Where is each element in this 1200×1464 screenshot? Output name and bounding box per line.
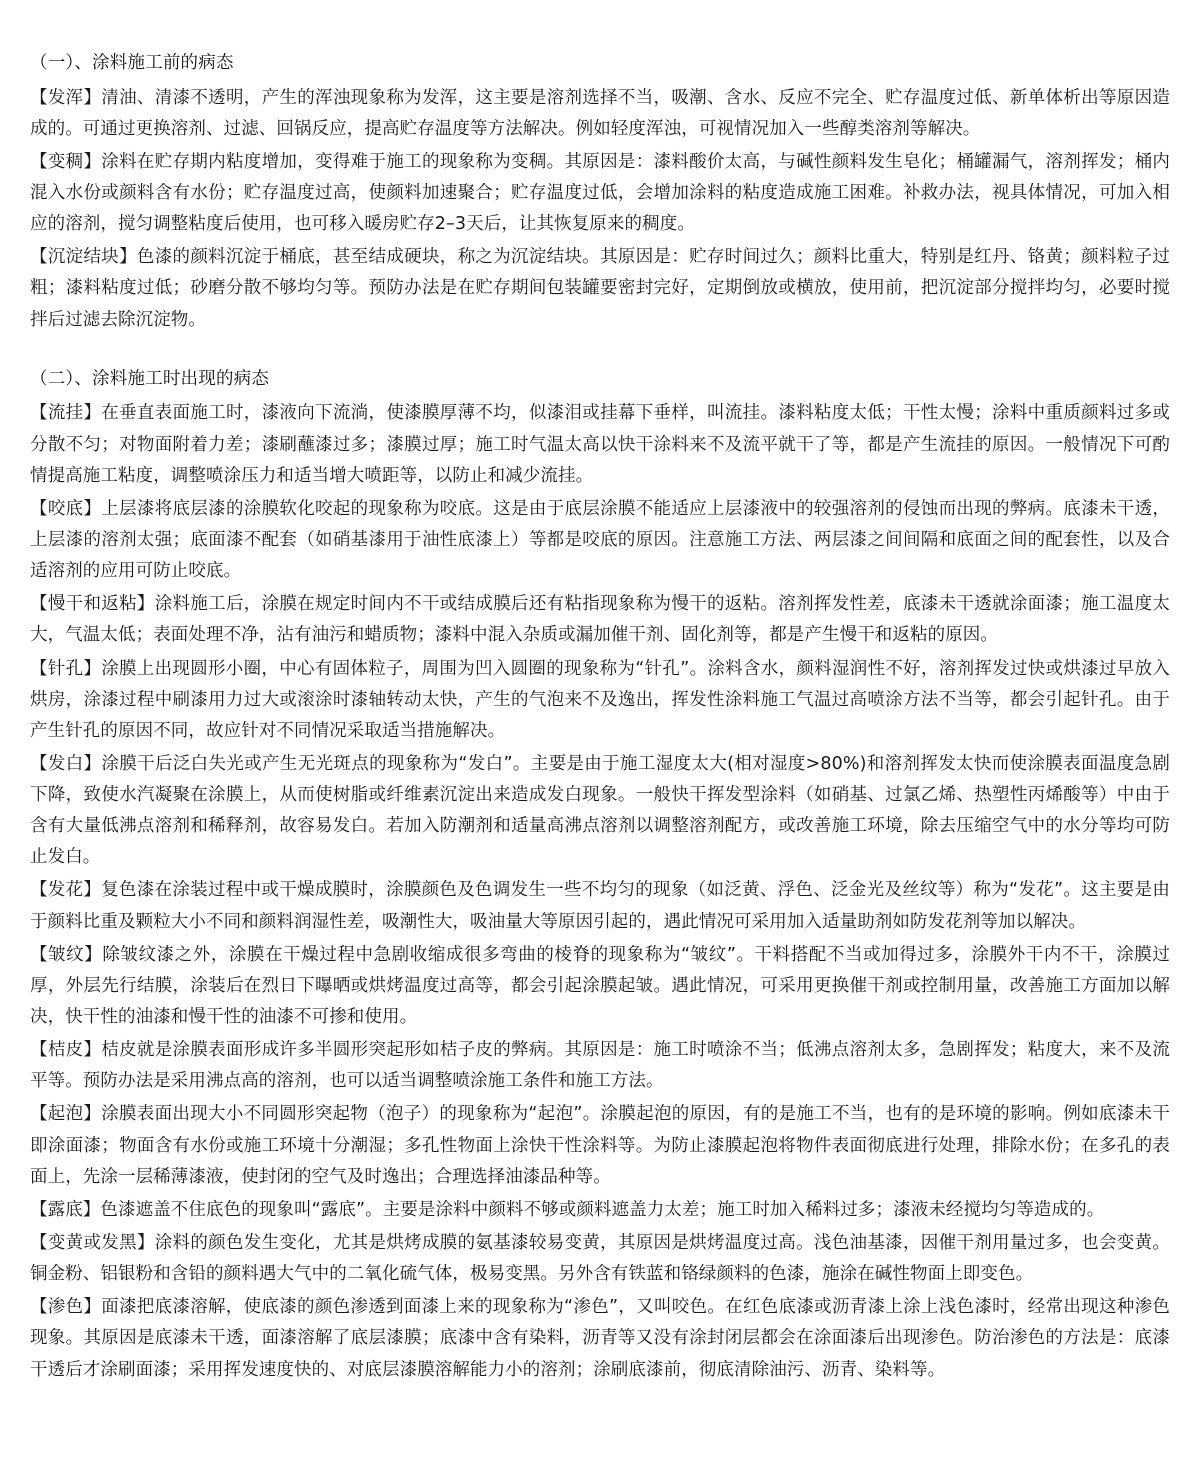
paragraph-zhouwen: 【皱纹】除皱纹漆之外，涂膜在干燥过程中急剧收缩成很多弯曲的棱脊的现象称为“皱纹”。干料搭配不当或加得过多，涂膜外干内不干，涂膜过厚，外层先行结膜，涂装后在烈日下曝晒或烘烤温度过高等，都会引起涂膜起皱。遇此情况，可采用更换催干剂或控制用量，改善施工方面加以解决，快干性的油漆和慢干性的油漆不可掺和使用。 [30, 944, 1170, 1028]
paragraph-qipao: 【起泡】涂膜表面出现大小不同圆形突起物（泡子）的现象称为“起泡”。涂膜起泡的原因，有的是施工不当，也有的是环境的影响。例如底漆未干即涂面漆；物面含有水份或施工环境十分潮湿；多孔性物面上涂快干性涂料等。为防止漆膜起泡将物件表面彻底进行处理，排除水份；在多孔的表面上，先涂一层稀薄漆液，使封闭的空气及时逸出；合理选择油漆品种等。 [30, 1104, 1170, 1187]
section-spacer [30, 338, 1170, 364]
paragraph-bianchou: 【变稠】涂料在贮存期内粘度增加，变得难于施工的现象称为变稠。其原因是：漆料酸价太高，与碱性颜料发生皂化；桶罐漏气，溶剂挥发；桶内混入水份或颜料含有水份；贮存温度过高，使颜料加速聚合；贮存温度过低，会增加涂料的粘度造成施工困难。补救办法，视具体情况，可加入相应的溶剂，搅匀调整粘度后使用，也可移入暖房贮存2–3天后，让其恢复原来的稠度。 [30, 151, 1170, 235]
paragraph-zhenkong: 【针孔】涂膜上出现圆形小圈，中心有固体粒子，周围为凹入圆圈的现象称为“针孔”。涂料含水，颜料湿润性不好，溶剂挥发过快或烘漆过早放入烘房，涂漆过程中刷漆用力过大或滚涂时漆轴转动太快，产生的气泡来不及逸出，挥发性涂料施工气温过高喷涂方法不当等，都会引起针孔。由于产生针孔的原因不同，故应针对不同情况采取适当措施解决。 [30, 658, 1170, 741]
section-heading-2: （二）、涂料施工时出现的病态 [30, 368, 270, 389]
paragraph-shense: 【渗色】面漆把底漆溶解，使底漆的颜色渗透到面漆上来的现象称为“渗色”，又叫咬色。在红色底漆或沥青漆上涂上浅色漆时，经常出现这种渗色现象。其原因是底漆未干透，面漆溶解了底层漆膜；底漆中含有染料，沥青等又没有涂封闭层都会在涂面漆后出现渗色。防治渗色的方法是：底漆干透后才涂刷面漆；采用挥发速度快的、对底层漆膜溶解能力小的溶剂；涂刷底漆前，彻底清除油污、沥青、染料等。 [30, 1297, 1170, 1380]
paragraph-yaodi: 【咬底】上层漆将底层漆的涂膜软化咬起的现象称为咬底。这是由于底层涂膜不能适应上层漆液中的较强溶剂的侵蚀而出现的弊病。底漆未干透，上层漆的溶剂太强；底面漆不配套（如硝基漆用于油性底漆上）等都是咬底的原因。注意施工方法、两层漆之间间隔和底面之间的配套性，以及合适溶剂的应用可防止咬底。 [30, 498, 1170, 582]
paragraph-fabai: 【发白】涂膜干后泛白失光或产生无光斑点的现象称为“发白”。主要是由于施工湿度太大(相对湿度>80%)和溶剂挥发太快而使涂膜表面温度急剧下降，致使水汽凝聚在涂膜上，从而使树脂或纤维素沉淀出来造成发白现象。一般快干挥发型涂料（如硝基、过氯乙烯、热塑性丙烯酸等）中由于含有大量低沸点溶剂和稀释剂，故容易发白。若加入防潮剂和适量高沸点溶剂以调整溶剂配方，或改善施工环境，除去压缩空气中的水分等均可防止发白。 [30, 753, 1170, 868]
paragraph-mangan-fannian: 【慢干和返粘】涂料施工后，涂膜在规定时间内不干或结成膜后还有粘指现象称为慢干的返粘。溶剂挥发性差，底漆未干透就涂面漆；施工温度太大，气温太低；表面处理不净，沾有油污和蜡质物；漆料中混入杂质或漏加催干剂、固化剂等，都是产生慢干和返粘的原因。 [30, 594, 1170, 646]
document-section-2 [30, 364, 1170, 1386]
paragraph-bianhuang-fahei: 【变黄或发黑】涂料的颜色发生变化，尤其是烘烤成膜的氨基漆较易变黄，其原因是烘烤温度过高。浅色油基漆，因催干剂用量过多，也会变黄。铜金粉、铝银粉和含铅的颜料遇大气中的二氧化硫气体，极易变黑。另外含有铁蓝和铬绿颜料的色漆，施涂在碱性物面上即变色。 [30, 1233, 1170, 1285]
paragraph-fahua: 【发花】复色漆在涂装过程中或干燥成膜时，涂膜颜色及色调发生一些不均匀的现象（如泛黄、浮色、泛金光及丝纹等）称为“发花”。这主要是由于颜料比重及颗粒大小不同和颜料润湿性差，吸潮性大，吸油量大等原因引起的，遇此情况可采用加入适量助剂如防发花剂等加以解决。 [30, 880, 1170, 932]
paragraph-loudi: 【露底】色漆遮盖不住底色的现象叫“露底”。主要是涂料中颜料不够或颜料遮盖力太差；施工时加入稀料过多；漆液未经搅均匀等造成的。 [30, 1199, 1105, 1220]
paragraph-fahun: 【发浑】清油、清漆不透明，产生的浑浊现象称为发浑，这主要是溶剂选择不当，吸潮、含水、反应不完全、贮存温度过低、新单体析出等原因造成的。可通过更换溶剂、过滤、回锅反应，提高贮存温度等方法解决。例如轻度浑浊，可视情况加入一些醇类溶剂等解决。 [30, 87, 1170, 139]
document-section-1 [30, 48, 1170, 336]
paragraph-jupi: 【桔皮】桔皮就是涂膜表面形成许多半圆形突起形如桔子皮的弊病。其原因是：施工时喷涂不当；低沸点溶剂太多，急剧挥发；粘度大，来不及流平等。预防办法是采用沸点高的溶剂，也可以适当调整喷涂施工条件和施工方法。 [30, 1040, 1170, 1092]
paragraph-chendianjiekuai: 【沉淀结块】色漆的颜料沉淀于桶底，甚至结成硬块，称之为沉淀结块。其原因是：贮存时间过久；颜料比重大，特别是红丹、铬黄；颜料粒子过粗；漆料粘度过低；砂磨分散不够均匀等。预防办法是在贮存期间包装罐要密封完好，定期倒放或横放，使用前，把沉淀部分搅拌均匀，必要时搅拌后过滤去除沉淀物。 [30, 247, 1170, 330]
section-heading-1: （一）、涂料施工前的病态 [30, 53, 234, 73]
paragraph-liugua: 【流挂】在垂直表面施工时，漆液向下流淌，使漆膜厚薄不均，似漆泪或挂幕下垂样，叫流挂。漆料粘度太低；干性太慢；涂料中重质颜料过多或分散不匀；对物面附着力差；漆刷蘸漆过多；漆膜过厚；施工时气温太高以快干涂料来不及流平就干了等，都是产生流挂的原因。一般情况下可酌情提高施工粘度，调整喷涂压力和适当增大喷距等，以防止和减少流挂。 [30, 403, 1170, 486]
